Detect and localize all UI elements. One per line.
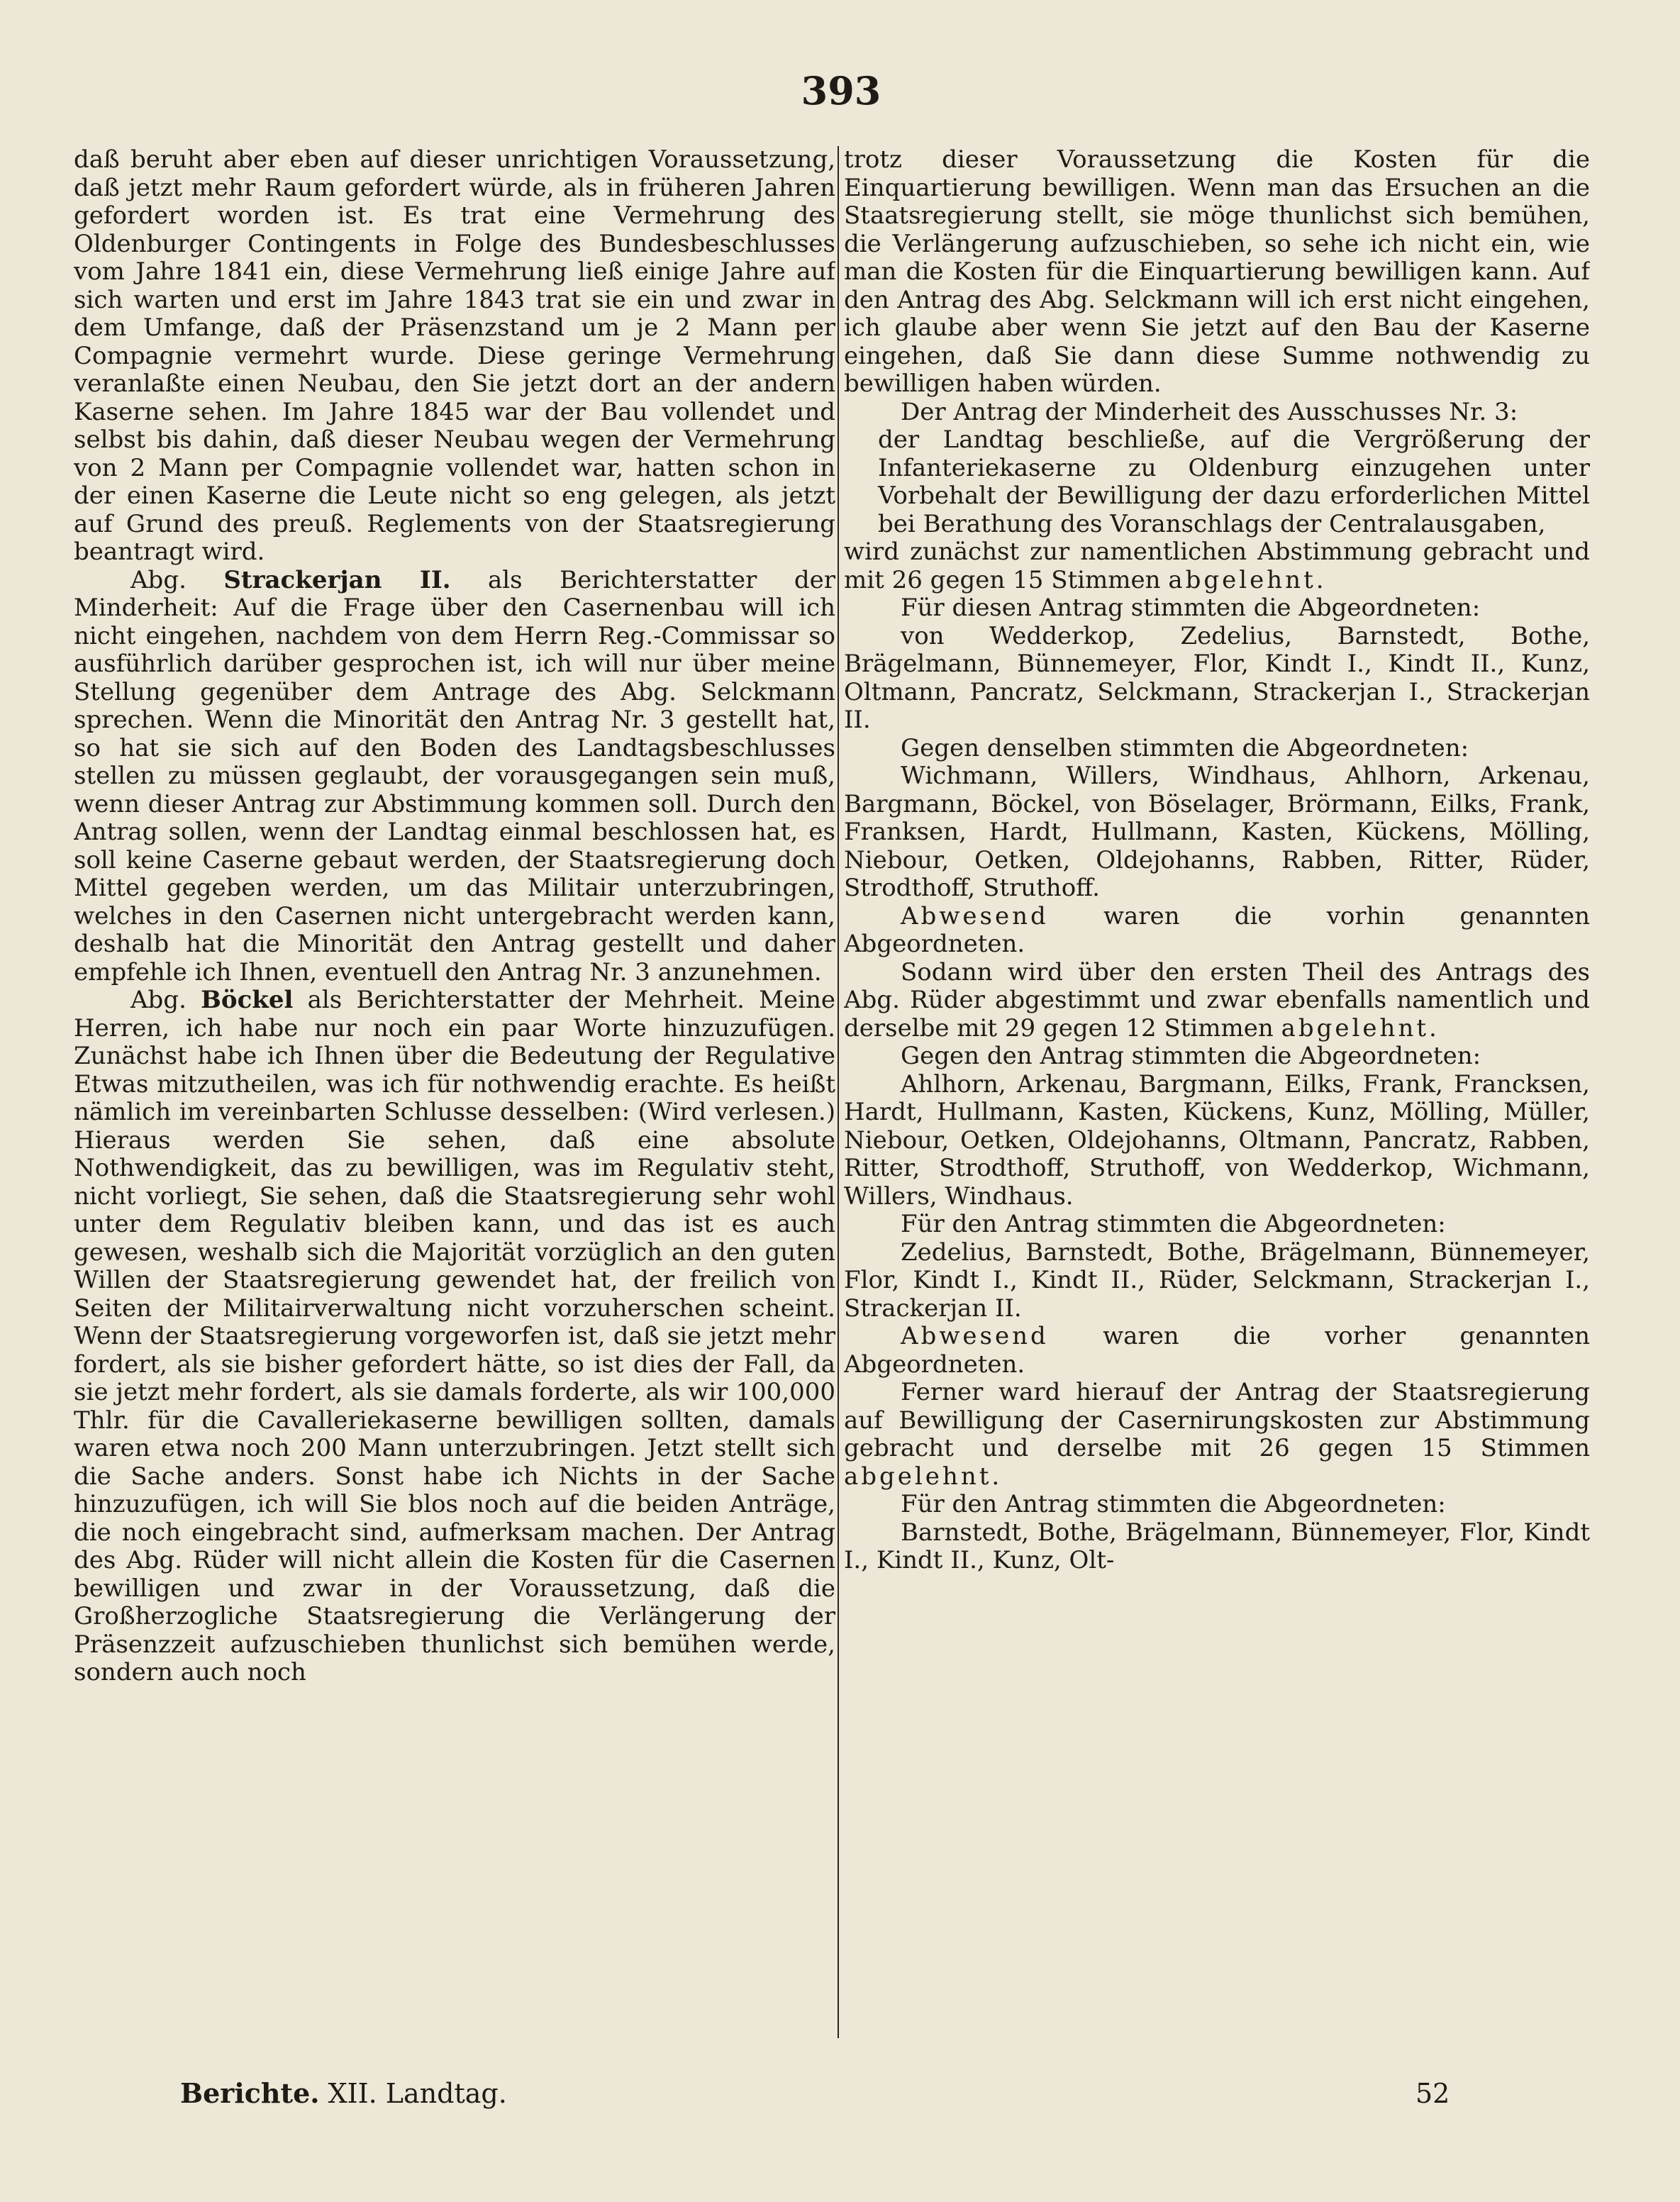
vote-result: wird zunächst zur namentlichen Abstimmung gebracht und mit 26 gegen 15 Stimmen abgelehnt. <box>844 538 1590 594</box>
abg-label: Abg. <box>130 565 187 594</box>
result-word: abgelehnt. <box>1281 1013 1440 1042</box>
name-list-against: Ahlhorn, Arkenau, Bargmann, Eilks, Frank, Francksen, Hardt, Hullmann, Kasten, Kückens, Kunz, Mölling, Müller, Niebour, Oetken, Oldejohanns, Oltmann, Pancratz, Rabben, Ritter, Strodthoff, Struthoff, von Wedderkop, Wichmann, Willers, Windhaus. <box>844 1069 1590 1211</box>
paragraph: daß beruht aber eben auf dieser unrichtigen Voraussetzung, daß jetzt mehr Raum gefordert würde, als in früheren Jahren gefordert worden ist. Es trat eine Vermehrung des Oldenburger Contingents in Folge des Bundesbeschlusses vom Jahre 1841 ein, diese Vermehrung ließ einige Jahre auf sich warten und erst im Jahre 1843 trat sie ein und zwar in dem Umfange, daß der Präsenzstand um je 2 Mann per Compagnie vermehrt wurde. Diese geringe Vermehrung veranlaßte einen Neubau, den Sie jetzt dort an der andern Kaserne sehen. Im Jahre 1845 war der Bau vollendet und selbst bis dahin, daß dieser Neubau wegen der Vermehrung von 2 Mann per Compagnie vollendet war, hatten schon in der einen Kaserne die Leute nicht so eng gelegen, als jetzt auf Grund des preuß. Reglements von der Staatsregierung beantragt wird. <box>74 146 835 566</box>
vote-heading-against: Gegen denselben stimmten die Abgeordneten: <box>901 733 1469 762</box>
name-list-for: Barnstedt, Bothe, Brägelmann, Bünnemeyer, Flor, Kindt I., Kindt II., Kunz, Olt- <box>844 1518 1590 1574</box>
name-list-for: Zedelius, Barnstedt, Bothe, Brägelmann, Bünnemeyer, Flor, Kindt I., Kindt II., Rüder, Selckmann, Strackerjan I., Strackerjan II. <box>844 1238 1590 1323</box>
paragraph-text: als Berichterstatter der Minderheit: Auf die Frage über den Casernenbau will ich nicht eingehen, nachdem von dem Herrn Reg.-Commissar so ausführlich darüber gesprochen ist, ich will nur über meine Stellung gegenüber dem Antrage des Abg. Selckmann sprechen. Wenn die Minorität den Antrag Nr. 3 gestellt hat, so hat sie sich auf den Boden des Landtagsbeschlusses stellen zu müssen geglaubt, der vorausgegangen sein muß, wenn dieser Antrag zur Abstimmung kommen soll. Durch den Antrag sollen, wenn der Landtag einmal beschlossen hat, es soll keine Caserne gebaut werden, der Staatsregierung doch Mittel gegeben werden, um das Militair unterzubringen, welches in den Casernen nicht untergebracht werden kann, deshalb hat die Minorität den Antrag gestellt und daher empfehle ich Ihnen, eventuell den Antrag Nr. 3 anzunehmen. <box>74 565 835 986</box>
motion-text: der Landtag beschließe, auf die Vergrößerung der Infanteriekaserne zu Oldenburg einzugehen unter Vorbehalt der Bewilligung der dazu erforderlichen Mittel bei Berathung des Voranschlags der Centralausgaben, <box>878 426 1590 538</box>
vote-heading-for: Für den Antrag stimmten die Abgeordneten: <box>901 1490 1446 1518</box>
paragraph: trotz dieser Voraussetzung die Kosten für die Einquartierung bewilligen. Wenn man das Ersuchen an die Staatsregierung stellt, sie möge thunlichst sich bemühen, die Verlängerung aufzuschieben, so sehe ich nicht ein, wie man die Kosten für die Einquartierung bewilligen kann. Auf den Antrag des Abg. Selckmann will ich erst nicht eingehen, ich glaube aber wenn Sie jetzt auf den Bau der Kaserne eingehen, daß Sie dann diese Summe nothwendig zu bewilligen haben würden. <box>844 146 1590 398</box>
sheet-number: 52 <box>1415 2078 1450 2109</box>
vote-result: Ferner ward hierauf der Antrag der Staatsregierung auf Bewilligung der Casernirungskosten zur Abstimmung gebracht und derselbe mit 26 gegen 15 Stimmen abgelehnt. <box>844 1378 1590 1491</box>
page-number: 393 <box>801 68 881 113</box>
name-list-for: von Wedderkop, Zedelius, Barnstedt, Bothe, Brägelmann, Bünnemeyer, Flor, Kindt I., Kindt II., Kunz, Oltmann, Pancratz, Selckmann, Strackerjan I., Strackerjan II. <box>844 621 1590 734</box>
paragraph-boeckel <box>74 986 835 1687</box>
vote-result: Sodann wird über den ersten Theil des Antrags des Abg. Rüder abgestimmt und zwar ebenfalls namentlich und derselbe mit 29 gegen 12 Stimmen abgelehnt. <box>844 957 1590 1042</box>
result-word: abgelehnt. <box>1168 565 1327 594</box>
absent-note: Abwesend waren die vorher genannten Abgeordneten. <box>844 1322 1590 1379</box>
column-divider <box>838 146 839 2038</box>
right-column <box>844 146 1590 2033</box>
speaker-name: Böckel <box>201 986 294 1014</box>
absent-note: Abwesend waren die vorhin genannten Abgeordneten. <box>844 901 1590 958</box>
left-column <box>74 146 835 2033</box>
name-list-against: Wichmann, Willers, Windhaus, Ahlhorn, Arkenau, Bargmann, Böckel, von Böselager, Brörmann, Eilks, Frank, Franksen, Hardt, Hullmann, Kasten, Kückens, Mölling, Niebour, Oetken, Oldejohanns, Rabben, Ritter, Rüder, Strodthoff, Struthoff. <box>844 762 1590 902</box>
vote-heading-for: Für den Antrag stimmten die Abgeordneten: <box>901 1210 1446 1238</box>
speaker-name: Strackerjan II. <box>223 565 451 594</box>
paragraph-text: als Berichterstatter der Mehrheit. Meine Herren, ich habe nur noch ein paar Worte hinzuzufügen. Zunächst habe ich Ihnen über die Bedeutung der Regulative Etwas mitzutheilen, was ich für nothwendig erachte. Es heißt nämlich im vereinbarten Schlusse desselben: (Wird verlesen.) Hieraus werden Sie sehen, daß eine absolute Nothwendigkeit, das zu bewilligen, was im Regulativ steht, nicht vorliegt, Sie sehen, daß die Staatsregierung sehr wohl unter dem Regulativ bleiben kann, und das ist es auch gewesen, weshalb sich die Majorität vorzüglich an den guten Willen der Staatsregierung gewendet hat, der freilich von Seiten der Militairverwaltung nicht vorzuherschen scheint. Wenn der Staatsregierung vorgeworfen ist, daß sie jetzt mehr fordert, als sie bisher gefordert hätte, so ist dies der Fall, da sie jetzt mehr fordert, als sie damals forderte, als wir 100,000 Thlr. für die Cavalleriekaserne bewilligen sollten, damals waren etwa noch 200 Mann unterzubringen. Jetzt stellt sich die Sache anders. Sonst habe ich Nichts in der Sache hinzuzufügen, ich will Sie blos noch auf die beiden Anträge, die noch eingebracht sind, aufmerksam machen. Der Antrag des Abg. Rüder will nicht allein die Kosten für die Casernen bewilligen und zwar in der Voraussetzung, daß die Großherzogliche Staatsregierung die Verlängerung der Präsenzzeit aufzuschieben thunlichst sich bemühen werde, sondern auch noch <box>74 986 835 1686</box>
vote-heading-for: Für diesen Antrag stimmten die Abgeordneten: <box>901 594 1481 622</box>
paragraph-strackerjan <box>74 567 835 987</box>
footer-signature: Berichte. XII. Landtag. <box>180 2077 507 2109</box>
abg-label: Abg. <box>130 986 187 1014</box>
motion-heading: Der Antrag der Minderheit des Ausschusses Nr. 3: <box>901 397 1518 426</box>
result-word: abgelehnt. <box>844 1462 1003 1491</box>
vote-heading-against: Gegen den Antrag stimmten die Abgeordneten: <box>901 1042 1481 1070</box>
